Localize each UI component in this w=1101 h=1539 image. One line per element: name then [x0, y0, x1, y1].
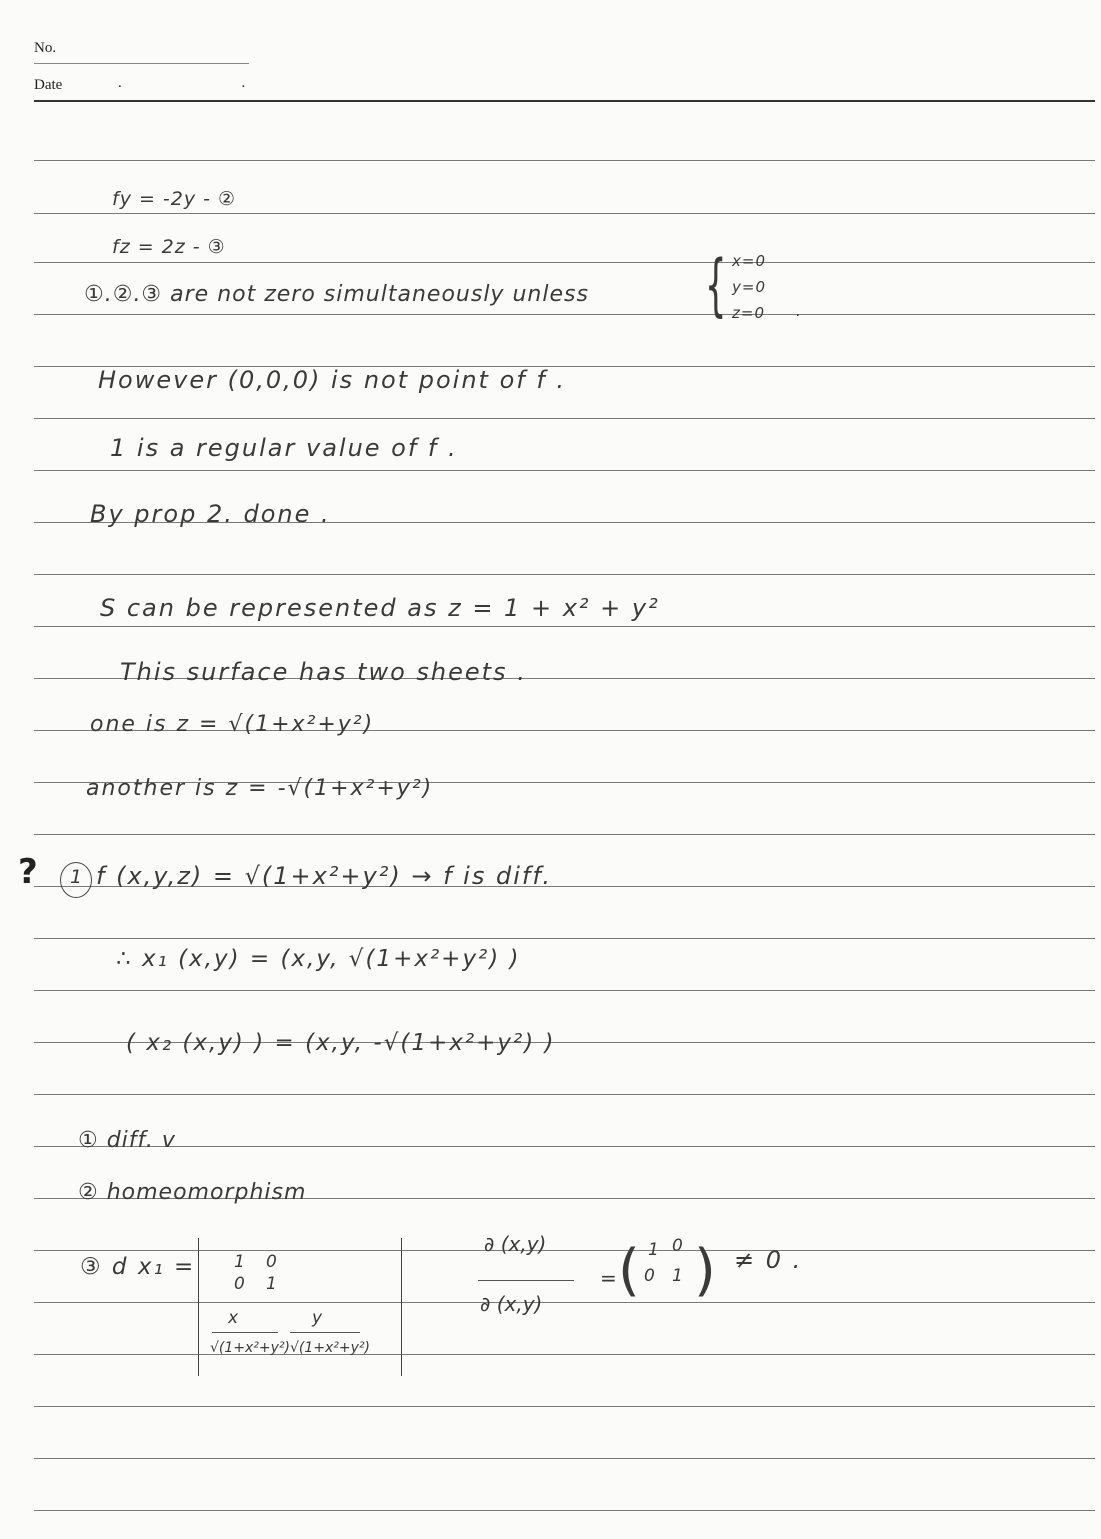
- date-dots: . .: [118, 75, 304, 91]
- x1-parametrization: ∴ x₁ (x,y) = (x,y, √(1+x²+y²) ): [116, 946, 521, 972]
- matrix-r3c1-denominator: √(1+x²+y²): [210, 1340, 291, 1356]
- ruled-line: [34, 1250, 1095, 1251]
- x2-parametrization: ( x₂ (x,y) ) = (x,y, -√(1+x²+y²) ): [126, 1030, 556, 1056]
- jacobian-r2c1: 0: [644, 1266, 655, 1286]
- ruled-line: [34, 1406, 1095, 1407]
- cond-z: z=0: [732, 304, 765, 322]
- matrix-r3c1-numerator: x: [228, 1308, 239, 1328]
- jacobian-r2c2: 1: [672, 1266, 683, 1286]
- ruled-line: [34, 1354, 1095, 1355]
- another-is-text: another is z = -√(1+x²+y²): [86, 776, 434, 801]
- ruled-line: [34, 1094, 1095, 1095]
- matrix-r1c1: 1: [234, 1252, 245, 1272]
- condition-brace: {: [704, 246, 727, 325]
- not-zero-text: ①.②.③ are not zero simultaneously unless: [84, 282, 589, 307]
- header-rule: [34, 100, 1095, 102]
- ruled-line: [34, 160, 1095, 161]
- fz-equation: fz = 2z - ③: [112, 236, 226, 258]
- represented-text: S can be represented as z = 1 + x² + y²: [100, 594, 660, 622]
- ruled-line: [34, 314, 1095, 315]
- ruled-line: [34, 1510, 1095, 1511]
- cond-x: x=0: [732, 252, 766, 270]
- matrix-r3c2-fraction-bar: [290, 1332, 360, 1333]
- ruled-line: [34, 990, 1095, 991]
- ruled-line: [34, 262, 1095, 263]
- jacobian-nonzero: ≠ 0 .: [734, 1246, 803, 1274]
- no-label: No.: [34, 40, 57, 56]
- cond-y: y=0: [732, 278, 766, 296]
- jacobian-denominator: ∂ (x,y): [480, 1292, 543, 1316]
- fy-equation: fy = -2y - ②: [112, 188, 237, 210]
- ruled-line: [34, 938, 1095, 939]
- date-label: Date: [34, 77, 63, 93]
- item-number: 1: [70, 866, 84, 888]
- dx1-label: ③ d x₁ =: [80, 1254, 196, 1280]
- question-mark: ?: [18, 852, 38, 892]
- regular-value-text: 1 is a regular value of f .: [110, 434, 458, 462]
- jacobian-right-paren: ): [694, 1238, 716, 1303]
- ruled-line: [34, 1146, 1095, 1147]
- ruled-line: [34, 1458, 1095, 1459]
- by-prop-text: By prop 2. done .: [90, 500, 331, 528]
- one-is-text: one is z = √(1+x²+y²): [90, 712, 375, 737]
- no-line: [34, 63, 249, 64]
- ruled-line: [34, 470, 1095, 471]
- matrix-r2c2: 1: [266, 1274, 277, 1294]
- matrix-r3c2-numerator: y: [312, 1308, 323, 1328]
- diff-check: ① diff. v: [78, 1128, 176, 1153]
- jacobian-numerator: ∂ (x,y): [484, 1232, 547, 1256]
- jacobian-left-paren: (: [618, 1238, 640, 1303]
- f-definition: f (x,y,z) = √(1+x²+y²) → f is diff.: [96, 862, 552, 890]
- matrix-r1c2: 0: [266, 1252, 277, 1272]
- homeomorphism-check: ② homeomorphism: [78, 1180, 307, 1205]
- cond-dot: .: [796, 302, 802, 320]
- however-text: However (0,0,0) is not point of f .: [98, 366, 567, 394]
- jacobian-r1c1: 1: [648, 1240, 659, 1260]
- matrix-r3c1-fraction-bar: [212, 1332, 278, 1333]
- jacobian-fraction-bar: [478, 1280, 574, 1281]
- ruled-line: [34, 834, 1095, 835]
- ruled-line: [34, 213, 1095, 214]
- matrix-r3c2-denominator: √(1+x²+y²): [290, 1340, 371, 1356]
- matrix-r2c1: 0: [234, 1274, 245, 1294]
- ruled-line: [34, 418, 1095, 419]
- ruled-line: [34, 574, 1095, 575]
- ruled-line: [34, 626, 1095, 627]
- jacobian-r1c2: 0: [672, 1236, 683, 1256]
- jacobian-equals: =: [600, 1266, 617, 1290]
- ruled-line: [34, 1302, 1095, 1303]
- two-sheets-text: This surface has two sheets .: [120, 658, 527, 686]
